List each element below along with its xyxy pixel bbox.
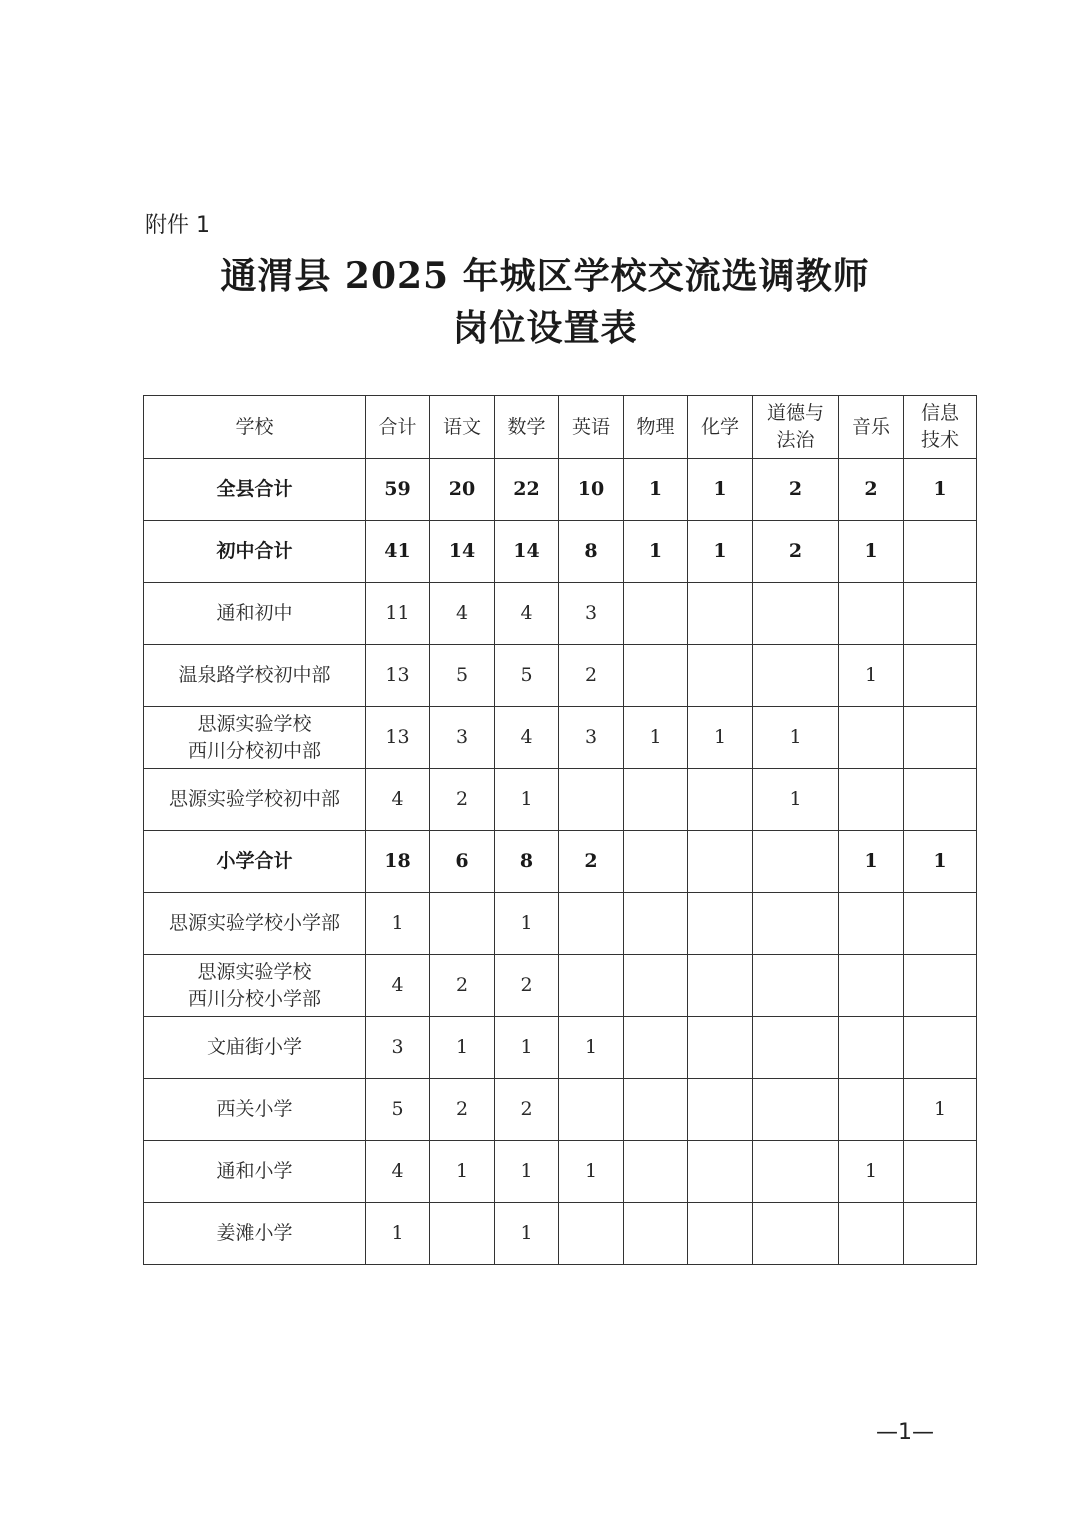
count-cell <box>430 893 495 955</box>
count-cell <box>688 893 753 955</box>
count-cell: 2 <box>559 645 624 707</box>
count-cell: 4 <box>366 1141 430 1203</box>
count-cell <box>839 893 904 955</box>
count-cell: 8 <box>559 521 624 583</box>
count-cell <box>624 1079 688 1141</box>
count-cell: 2 <box>495 955 559 1017</box>
header-chemistry: 化学 <box>688 396 753 459</box>
count-cell: 1 <box>753 769 839 831</box>
count-cell: 14 <box>495 521 559 583</box>
count-cell <box>839 1017 904 1079</box>
count-cell <box>904 521 977 583</box>
count-cell <box>839 1203 904 1265</box>
school-name-cell: 小学合计 <box>144 831 366 893</box>
count-cell: 1 <box>495 1203 559 1265</box>
header-math: 数学 <box>495 396 559 459</box>
count-cell: 1 <box>688 459 753 521</box>
count-cell <box>753 831 839 893</box>
header-info-tech: 信息 技术 <box>904 396 977 459</box>
count-cell <box>559 1203 624 1265</box>
school-name-cell: 思源实验学校初中部 <box>144 769 366 831</box>
count-cell <box>624 645 688 707</box>
count-cell <box>904 955 977 1017</box>
count-cell <box>904 645 977 707</box>
count-cell: 1 <box>624 521 688 583</box>
count-cell <box>753 583 839 645</box>
count-cell: 1 <box>495 893 559 955</box>
count-cell: 4 <box>495 707 559 769</box>
count-cell: 1 <box>839 521 904 583</box>
count-cell <box>688 1141 753 1203</box>
table-body <box>144 459 977 1265</box>
table-row <box>144 521 977 583</box>
table-row <box>144 769 977 831</box>
school-name-cell: 通和小学 <box>144 1141 366 1203</box>
count-cell <box>904 893 977 955</box>
count-cell: 5 <box>366 1079 430 1141</box>
count-cell: 2 <box>559 831 624 893</box>
count-cell <box>559 893 624 955</box>
count-cell <box>624 1141 688 1203</box>
count-cell: 1 <box>559 1017 624 1079</box>
count-cell <box>624 831 688 893</box>
count-cell <box>904 707 977 769</box>
count-cell <box>904 1203 977 1265</box>
count-cell <box>688 831 753 893</box>
count-cell <box>688 1203 753 1265</box>
count-cell: 13 <box>366 707 430 769</box>
count-cell: 10 <box>559 459 624 521</box>
count-cell <box>753 893 839 955</box>
count-cell: 4 <box>495 583 559 645</box>
count-cell: 14 <box>430 521 495 583</box>
table-row <box>144 645 977 707</box>
count-cell <box>753 1017 839 1079</box>
count-cell: 1 <box>839 1141 904 1203</box>
school-name-cell: 西关小学 <box>144 1079 366 1141</box>
count-cell <box>904 1017 977 1079</box>
count-cell <box>688 583 753 645</box>
count-cell: 18 <box>366 831 430 893</box>
count-cell: 1 <box>366 1203 430 1265</box>
count-cell <box>559 769 624 831</box>
table-row <box>144 955 977 1017</box>
count-cell <box>839 955 904 1017</box>
count-cell: 1 <box>559 1141 624 1203</box>
count-cell: 2 <box>495 1079 559 1141</box>
count-cell <box>753 1079 839 1141</box>
count-cell <box>753 1141 839 1203</box>
count-cell <box>624 583 688 645</box>
count-cell: 6 <box>430 831 495 893</box>
count-cell: 1 <box>495 769 559 831</box>
count-cell <box>839 1079 904 1141</box>
count-cell <box>904 1141 977 1203</box>
position-table <box>143 395 977 1265</box>
table-row <box>144 459 977 521</box>
header-chinese: 语文 <box>430 396 495 459</box>
count-cell: 3 <box>366 1017 430 1079</box>
count-cell: 3 <box>559 583 624 645</box>
count-cell <box>688 1079 753 1141</box>
table-row <box>144 893 977 955</box>
count-cell <box>624 955 688 1017</box>
count-cell: 1 <box>904 831 977 893</box>
count-cell <box>904 769 977 831</box>
school-name-cell: 思源实验学校 西川分校小学部 <box>144 955 366 1017</box>
count-cell <box>624 769 688 831</box>
count-cell: 5 <box>495 645 559 707</box>
count-cell: 1 <box>624 459 688 521</box>
count-cell <box>753 955 839 1017</box>
school-name-cell: 文庙街小学 <box>144 1017 366 1079</box>
count-cell <box>753 1203 839 1265</box>
table-row <box>144 1203 977 1265</box>
count-cell <box>559 955 624 1017</box>
count-cell <box>839 583 904 645</box>
table-row <box>144 1141 977 1203</box>
count-cell: 2 <box>430 769 495 831</box>
table-row <box>144 1079 977 1141</box>
count-cell: 1 <box>495 1141 559 1203</box>
count-cell: 4 <box>366 955 430 1017</box>
count-cell <box>688 645 753 707</box>
count-cell: 1 <box>624 707 688 769</box>
header-physics: 物理 <box>624 396 688 459</box>
count-cell: 1 <box>688 521 753 583</box>
header-music: 音乐 <box>839 396 904 459</box>
count-cell <box>624 893 688 955</box>
table-row <box>144 1017 977 1079</box>
count-cell: 5 <box>430 645 495 707</box>
count-cell: 41 <box>366 521 430 583</box>
count-cell: 1 <box>430 1141 495 1203</box>
count-cell <box>688 769 753 831</box>
table-row <box>144 583 977 645</box>
count-cell: 11 <box>366 583 430 645</box>
count-cell <box>688 1017 753 1079</box>
count-cell: 1 <box>904 459 977 521</box>
count-cell: 2 <box>430 955 495 1017</box>
count-cell: 2 <box>753 459 839 521</box>
count-cell <box>624 1017 688 1079</box>
count-cell: 2 <box>753 521 839 583</box>
count-cell: 4 <box>430 583 495 645</box>
header-morality-law: 道德与 法治 <box>753 396 839 459</box>
school-name-cell: 全县合计 <box>144 459 366 521</box>
count-cell: 59 <box>366 459 430 521</box>
header-school: 学校 <box>144 396 366 459</box>
count-cell: 8 <box>495 831 559 893</box>
count-cell <box>624 1203 688 1265</box>
count-cell <box>559 1079 624 1141</box>
count-cell: 4 <box>366 769 430 831</box>
count-cell <box>688 955 753 1017</box>
attachment-label: 附件 1 <box>145 213 210 238</box>
count-cell: 1 <box>430 1017 495 1079</box>
count-cell: 3 <box>559 707 624 769</box>
table-row <box>144 831 977 893</box>
document-subtitle: 岗位设置表 <box>452 307 638 349</box>
count-cell <box>753 645 839 707</box>
header-total: 合计 <box>366 396 430 459</box>
count-cell: 1 <box>495 1017 559 1079</box>
school-name-cell: 姜滩小学 <box>144 1203 366 1265</box>
table-row <box>144 707 977 769</box>
count-cell: 1 <box>753 707 839 769</box>
count-cell: 20 <box>430 459 495 521</box>
count-cell: 3 <box>430 707 495 769</box>
count-cell: 1 <box>366 893 430 955</box>
school-name-cell: 温泉路学校初中部 <box>144 645 366 707</box>
school-name-cell: 思源实验学校 西川分校初中部 <box>144 707 366 769</box>
count-cell: 22 <box>495 459 559 521</box>
table-header-row <box>144 396 977 459</box>
school-name-cell: 通和初中 <box>144 583 366 645</box>
count-cell: 2 <box>839 459 904 521</box>
count-cell <box>839 707 904 769</box>
count-cell: 13 <box>366 645 430 707</box>
page-number: —1— <box>876 1420 934 1445</box>
count-cell: 2 <box>430 1079 495 1141</box>
school-name-cell: 初中合计 <box>144 521 366 583</box>
count-cell <box>904 583 977 645</box>
count-cell: 1 <box>839 645 904 707</box>
count-cell: 1 <box>904 1079 977 1141</box>
header-english: 英语 <box>559 396 624 459</box>
count-cell <box>430 1203 495 1265</box>
document-title: 通渭县 2025 年城区学校交流选调教师 <box>220 255 870 297</box>
count-cell: 1 <box>839 831 904 893</box>
count-cell <box>839 769 904 831</box>
count-cell: 1 <box>688 707 753 769</box>
school-name-cell: 思源实验学校小学部 <box>144 893 366 955</box>
